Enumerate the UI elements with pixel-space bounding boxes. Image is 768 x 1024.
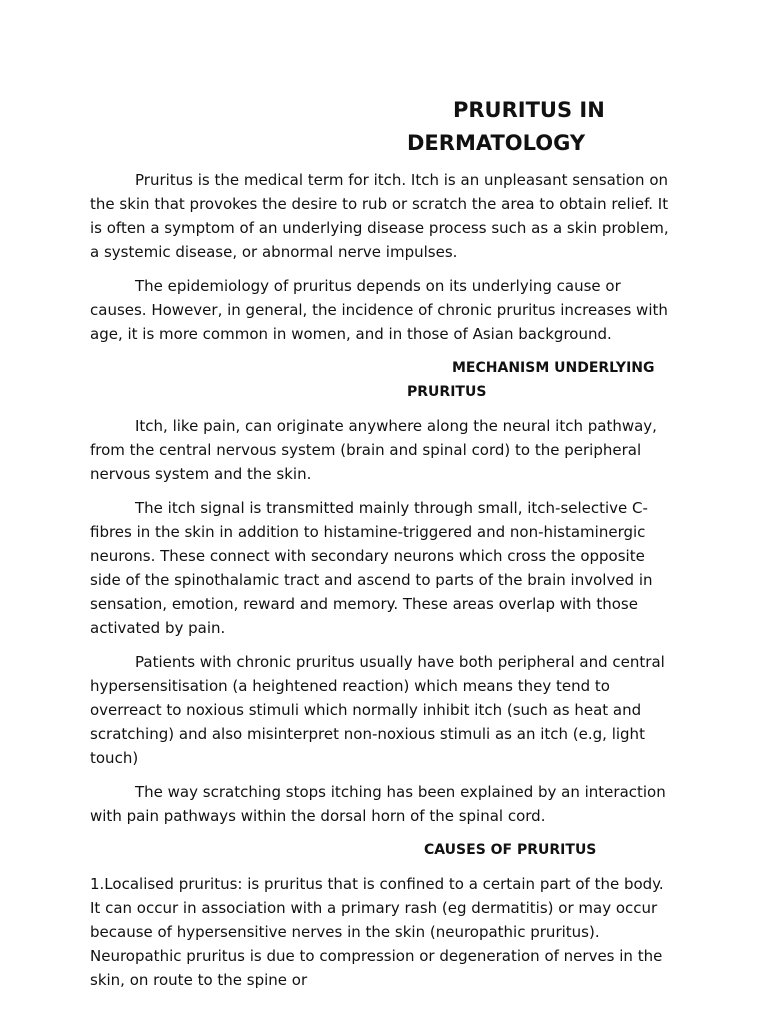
causes-paragraph-1: 1.Localised pruritus: is pruritus that is confined to a certain part of the body. It can occur in association with a primary rash (eg dermatitis) or may occur because of hypersensitive nerves in the skin (neuropathic pruritus). Neuropathic pruritus is due to compression or degeneration of nerves in the skin, on route to the spine or: [90, 875, 664, 989]
mechanism-heading-line-2: PRURITUS: [407, 384, 487, 400]
intro-paragraph-1: Pruritus is the medical term for itch. Itch is an unpleasant sensation on the skin that provokes the desire to rub or scratch the area to obtain relief. It is often a symptom of an underlying disease process such as a skin problem, a systemic disease, or abnormal nerve impulses.: [90, 171, 669, 261]
mechanism-paragraph-2: The itch signal is transmitted mainly through small, itch-selective C-fibres in the skin in addition to histamine-triggered and non-histaminergic neurons. These connect with secondary neurons which cross the opposite side of the spinothalamic tract and ascend to parts of the brain involved in sensation, emotion, reward and memory. These areas overlap with those activated by pain.: [90, 499, 653, 637]
causes-heading-text: CAUSES OF PRURITUS: [424, 842, 597, 858]
title-line-1: PRURITUS IN: [453, 98, 605, 122]
document-title: [90, 94, 678, 160]
intro-paragraph-2: The epidemiology of pruritus depends on its underlying cause or causes. However, in general, the incidence of chronic pruritus increases with age, it is more common in women, and in those of Asian background.: [90, 277, 668, 343]
mechanism-paragraph-1: Itch, like pain, can originate anywhere along the neural itch pathway, from the central nervous system (brain and spinal cord) to the peripheral nervous system and the skin.: [90, 417, 657, 483]
mechanism-heading-line-1: MECHANISM UNDERLYING: [452, 360, 655, 376]
mechanism-paragraph-4: The way scratching stops itching has been explained by an interaction with pain pathways within the dorsal horn of the spinal cord.: [90, 783, 666, 825]
mechanism-heading: [90, 356, 678, 404]
title-line-2: DERMATOLOGY: [407, 131, 586, 155]
causes-heading: [90, 838, 678, 862]
mechanism-paragraph-3: Patients with chronic pruritus usually have both peripheral and central hypersensitisation (a heightened reaction) which means they tend to overreact to noxious stimuli which normally inhibit itch (such as heat and scratching) and also misinterpret non-noxious stimuli as an itch (e.g, light touch): [90, 653, 665, 767]
